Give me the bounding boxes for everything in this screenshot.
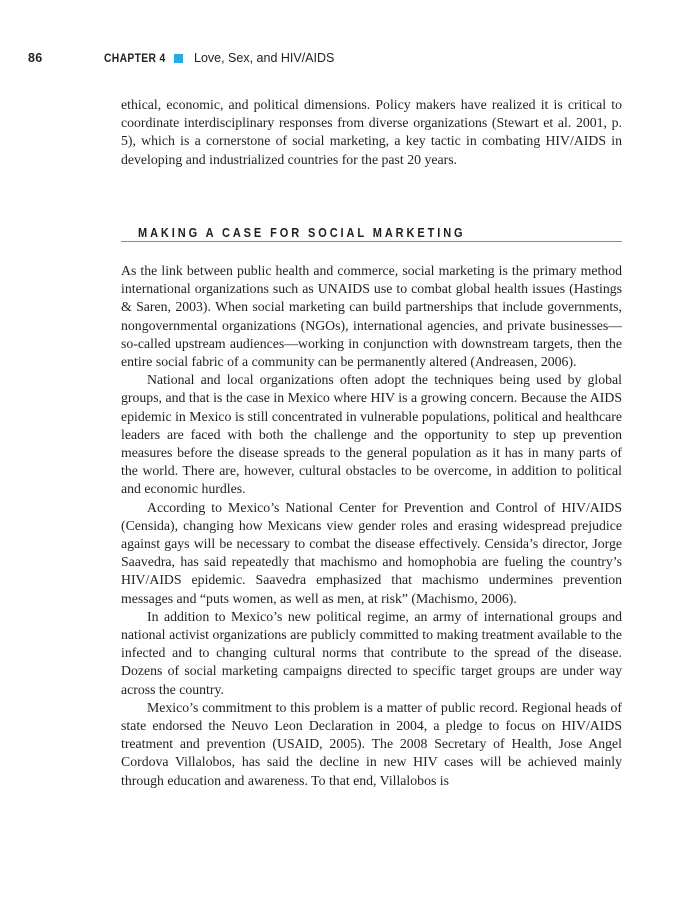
intro-text-block <box>121 96 622 169</box>
body-paragraph: According to Mexico’s National Center for Prevention and Control of HIV/AIDS (Censida), changing how Mexicans view gender roles and erasing widespread prejudice against gays will be necessary to combat the disease effectively. Censida’s director, Jorge Saavedra, has said repeatedly that machismo and homophobia are fueling the country’s HIV/AIDS epidemic. Saavedra emphasized that machismo undermines prevention messages and “puts women, as well as men, at risk” (Machismo, 2006). <box>121 499 622 606</box>
body-paragraph: National and local organizations often adopt the techniques being used by global groups, and that is the case in Mexico where HIV is a growing concern. Because the AIDS epidemic in Mexico is still concentrated in vulnerable populations, political and healthcare leaders are faced with both the challenge and the opportunity to step up prevention measures before the disease spreads to the general population as it has in many parts of the world. There are, however, cultural obstacles to be overcome, in addition to political and economic hurdles. <box>121 372 622 497</box>
chapter-label: CHAPTER 4 <box>104 51 166 65</box>
body-paragraph: Mexico’s commitment to this problem is a matter of public record. Regional heads of state endorsed the Neuvo Leon Declaration in 2004, a pledge to focus on HIV/AIDS treatment and prevention (USAID, 2005). The 2008 Secretary of Health, Jose Angel Cordova Villalobos, has said the decline in new HIV cases will be achieved mainly through education and awareness. To that end, Villalobos is <box>121 699 622 788</box>
page-number: 86 <box>28 51 43 65</box>
intro-paragraph: ethical, economic, and political dimensions. Policy makers have realized it is critical to coordinate interdisciplinary responses from diverse organizations (Stewart et al. 2001, p. 5), which is a cornerstone of social marketing, a key tactic in combating HIV/AIDS in developing and industrialized countries for the past 20 years. <box>121 97 622 167</box>
section-body <box>121 262 622 790</box>
body-paragraph: In addition to Mexico’s new political regime, an army of international groups and national activist organizations are publicly committed to making treatment available to the infected and to changing cultural norms that contribute to the spread of the disease. Dozens of social marketing campaigns directed to specific target groups are under way across the country. <box>121 608 622 697</box>
chapter-title: Love, Sex, and HIV/AIDS <box>194 51 335 65</box>
square-bullet-icon <box>174 54 183 63</box>
running-head <box>28 49 334 67</box>
body-paragraph: As the link between public health and commerce, social marketing is the primary method international organizations such as UNAIDS use to combat global health issues (Hastings & Saren, 2003). When social marketing can build partnerships that include governments, nongovernmental organizations (NGOs), international agencies, and private businesses—so-called upstream audiences—working in conjunction with downstream targets, then the entire social fabric of a community can be permanently altered (Andreasen, 2006). <box>121 263 622 370</box>
section-title: MAKING A CASE FOR SOCIAL MARKETING <box>138 226 466 240</box>
section-rule <box>121 241 622 242</box>
section-heading <box>121 226 622 242</box>
